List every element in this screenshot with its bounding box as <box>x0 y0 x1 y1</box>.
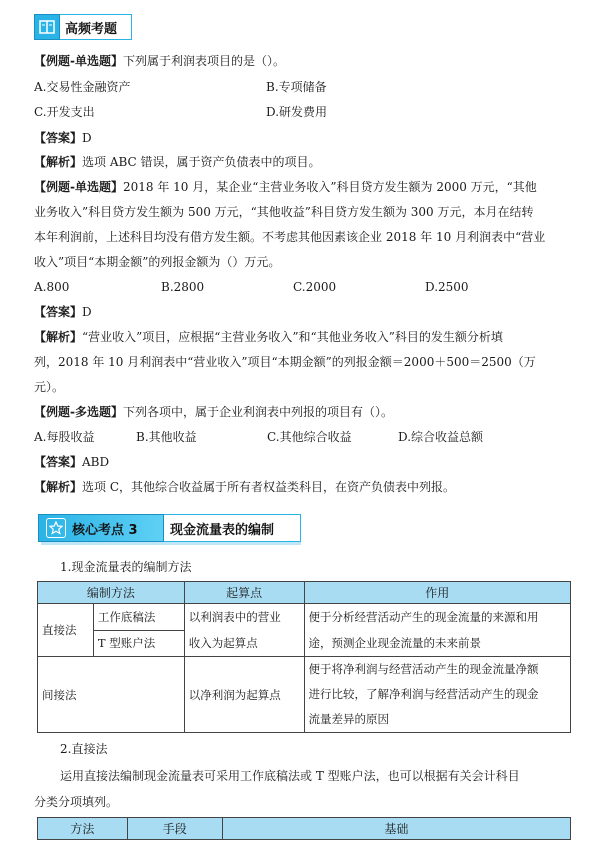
analysis-tag: 【解析】 <box>34 330 83 344</box>
section-title: 高频考题 <box>60 14 132 40</box>
q3-option-c: C.其他综合收益 <box>267 430 352 444</box>
q2-analysis-line-2: 列，2018 年 10 月利润表中“营业收入”项目“本期金额”的列报金额＝2000＋500＝2500（万 <box>34 355 536 369</box>
q3-option-b: B.其他收益 <box>136 430 197 444</box>
q1-option-b: B.专项储备 <box>266 80 327 94</box>
q1-answer <box>34 127 574 150</box>
book-icon <box>34 14 60 40</box>
question-2-line-2: 业务收入”科目贷方发生额为 500 万元，“其他收益”科目贷方发生额为 300 万元，本月在结转 <box>34 205 534 219</box>
direct-start-line-1: 以利润表中的营业 <box>188 610 281 624</box>
core-point-title: 现金流量表的编制 <box>164 514 301 542</box>
q2-analysis-line-3: 元）。 <box>34 380 65 394</box>
indirect-use-line-3: 流量差异的原因 <box>308 712 389 726</box>
core-point-badge <box>38 514 164 542</box>
core-point-header <box>38 514 301 542</box>
question-tag: 【例题-单选题】 <box>34 180 123 194</box>
q2-answer <box>34 301 574 324</box>
core-point-label: 核心考点 3 <box>72 522 138 538</box>
indirect-use <box>304 657 571 733</box>
q2-option-d: D.2500 <box>425 280 469 294</box>
q3-answer <box>34 451 574 474</box>
question-text: 2018 年 10 月，某企业“主营业务收入”科目贷方发生额为 2000 万元，“其他 <box>122 180 537 194</box>
q3-option-a: A.每股收益 <box>34 430 95 444</box>
direct-use <box>304 604 571 657</box>
q1-option-c: C.开发支出 <box>34 105 95 119</box>
q3-option-d: D.综合收益总额 <box>398 430 484 444</box>
header-method: 编制方法 <box>38 582 185 604</box>
table-row <box>38 604 571 631</box>
q2-option-a: A.800 <box>34 280 70 294</box>
direct-start-point <box>184 604 304 657</box>
q1-analysis <box>34 151 574 174</box>
direct-submethod-1: 工作底稿法 <box>93 604 184 631</box>
indirect-use-line-1: 便于将净利润与经营活动产生的现金流量净额 <box>308 662 539 676</box>
section-header <box>34 14 132 42</box>
question-tag: 【例题-多选题】 <box>34 405 123 419</box>
analysis-text: “营业收入”项目，应根据“主营业务收入”和“其他业务收入”科目的发生额分析填 <box>82 330 503 344</box>
q1-option-d: D.研发费用 <box>266 105 328 119</box>
methods-table <box>37 581 571 733</box>
subsection-2-heading: 2.直接法 <box>60 742 108 756</box>
direct-use-line-2: 途，预测企业现金流量的未来前景 <box>308 636 481 650</box>
table-header-row <box>38 582 571 604</box>
answer-value: D <box>82 305 92 319</box>
subsection-2-line-1: 运用直接法编制现金流量表可采用工作底稿法或 T 型账户法，也可以根据有关会计科目 <box>60 769 520 783</box>
question-text: 下列属于利润表项目的是（）。 <box>122 54 285 68</box>
answer-tag: 【答案】 <box>34 131 83 145</box>
header-start: 起算点 <box>184 582 304 604</box>
analysis-tag: 【解析】 <box>34 480 83 494</box>
table-header-row <box>38 818 571 840</box>
analysis-text: 选项 ABC 错误，属于资产负债表中的项目。 <box>82 155 321 169</box>
answer-value: D <box>82 131 92 145</box>
question-text: 下列各项中，属于企业利润表中列报的项目有（）。 <box>122 405 393 419</box>
indirect-method-name: 间接法 <box>38 657 185 733</box>
header-use: 作用 <box>304 582 571 604</box>
analysis-text: 选项 C，其他综合收益属于所有者权益类科目，在资产负债表中列报。 <box>82 480 456 494</box>
header-means: 手段 <box>127 818 222 840</box>
subsection-2-line-2: 分类分项填列。 <box>34 795 119 809</box>
answer-tag: 【答案】 <box>34 305 83 319</box>
question-tag: 【例题-单选题】 <box>34 54 123 68</box>
question-2-line-4: 收入”项目“本期金额”的列报金额为（）万元。 <box>34 255 281 269</box>
header-basis: 基础 <box>222 818 570 840</box>
q2-option-b: B.2800 <box>161 280 205 294</box>
indirect-start-point: 以净利润为起算点 <box>184 657 304 733</box>
question-2-line-3: 本年利润前，上述科目均没有借方发生额。不考虑其他因素该企业 2018 年 10 月利润表中“营业 <box>34 230 546 244</box>
q2-analysis-line-1 <box>34 326 574 349</box>
star-icon <box>46 518 66 538</box>
table-row <box>38 657 571 733</box>
q1-option-a: A.交易性金融资产 <box>34 80 131 94</box>
direct-method-name: 直接法 <box>38 604 94 657</box>
answer-tag: 【答案】 <box>34 455 83 469</box>
q2-option-c: C.2000 <box>293 280 337 294</box>
question-2-line-1 <box>34 176 574 199</box>
direct-submethod-2: T 型账户法 <box>93 630 184 657</box>
direct-method-table <box>37 817 571 840</box>
subsection-1-heading: 1.现金流量表的编制方法 <box>60 560 192 574</box>
header-method: 方法 <box>38 818 128 840</box>
answer-value: ABD <box>82 455 110 469</box>
question-1 <box>34 50 574 73</box>
q3-analysis <box>34 476 574 499</box>
question-3 <box>34 401 574 424</box>
analysis-tag: 【解析】 <box>34 155 83 169</box>
indirect-use-line-2: 进行比较，了解净利润与经营活动产生的现金 <box>308 687 539 701</box>
direct-use-line-1: 便于分析经营活动产生的现金流量的来源和用 <box>308 610 539 624</box>
direct-start-line-2: 收入为起算点 <box>188 636 258 650</box>
header-underline <box>41 542 301 545</box>
